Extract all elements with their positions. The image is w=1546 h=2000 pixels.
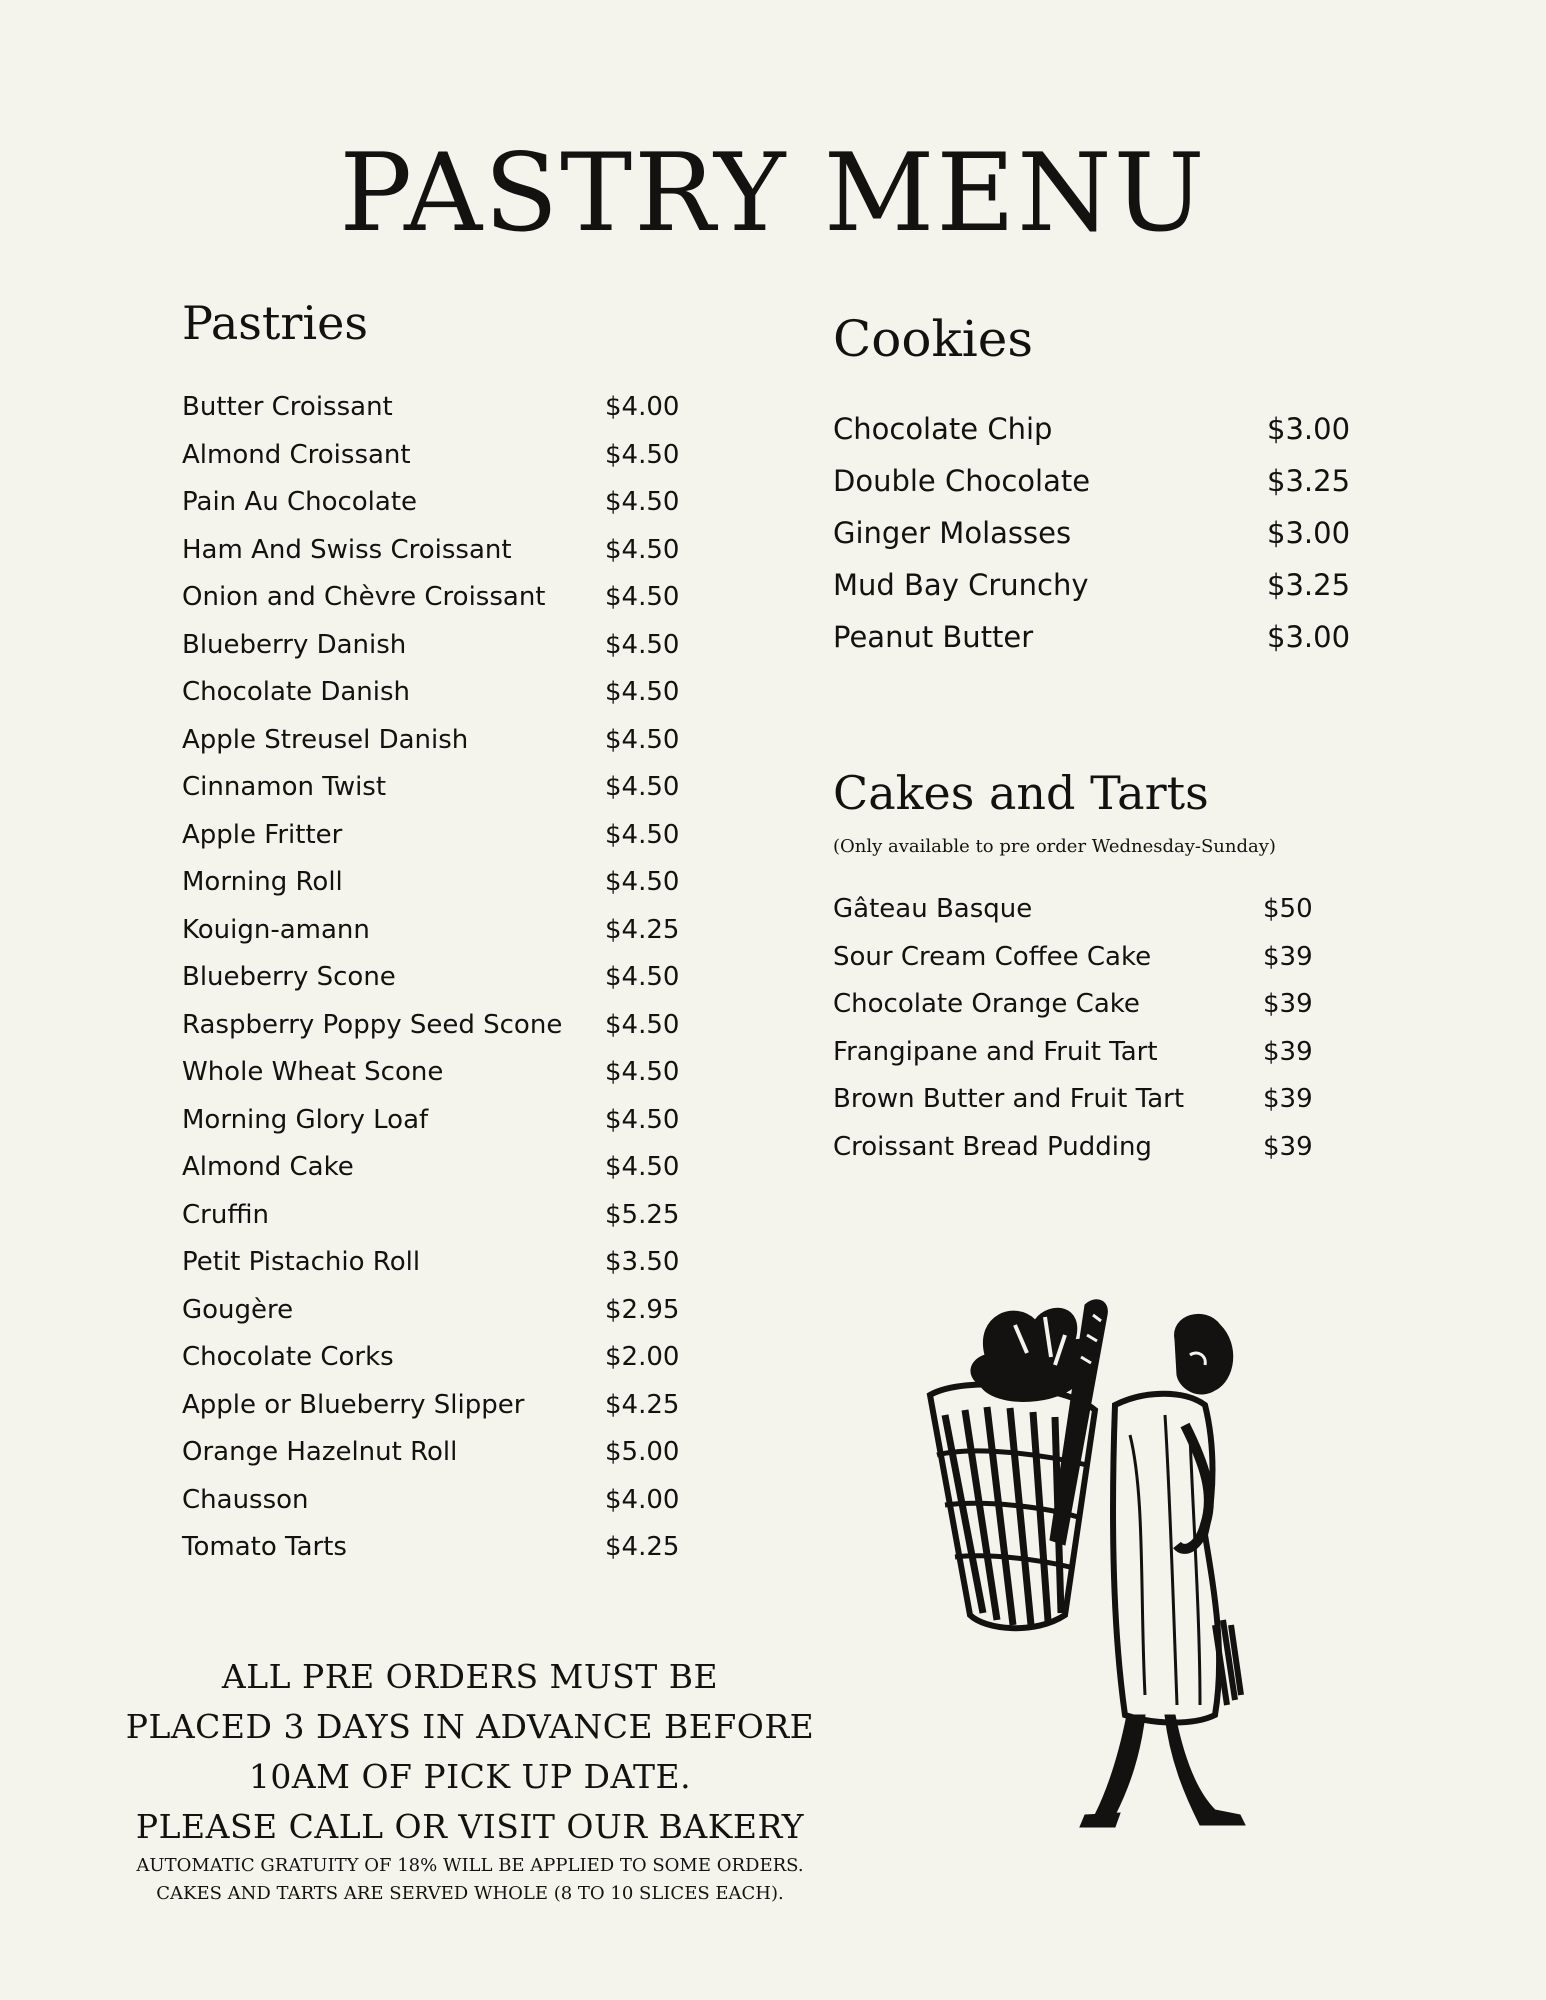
- cake-item-name: Gâteau Basque: [833, 894, 1033, 924]
- pastry-item: [182, 535, 702, 583]
- baker-carrying-basket-icon: [915, 1295, 1270, 1840]
- pastry-item-name: Almond Croissant: [182, 439, 411, 470]
- pastry-item-name: Onion and Chèvre Croissant: [182, 582, 546, 612]
- pastries-list: [182, 392, 702, 1580]
- cookie-item-name: Mud Bay Crunchy: [833, 568, 1089, 602]
- pastry-item-name: Morning Glory Loaf: [182, 1104, 429, 1135]
- pastry-item: [182, 915, 702, 963]
- pastry-item: [182, 1485, 702, 1533]
- pastry-item-price: $4.50: [605, 1009, 680, 1040]
- cookie-item-price: $3.25: [1267, 464, 1351, 498]
- cookie-item: [833, 620, 1353, 672]
- pastry-item: [182, 1152, 702, 1200]
- cake-item: [833, 1132, 1353, 1180]
- pastry-item-name: Pain Au Chocolate: [182, 487, 418, 517]
- pastry-item: [182, 487, 702, 535]
- cookie-item-name: Chocolate Chip: [833, 412, 1053, 446]
- pastry-item-price: $4.50: [605, 724, 680, 755]
- pastry-item-name: Blueberry Scone: [182, 962, 396, 992]
- cake-item: [833, 894, 1353, 942]
- pastry-item: [182, 1200, 702, 1248]
- pastry-item: [182, 867, 702, 915]
- pastry-item-name: Morning Roll: [182, 867, 343, 897]
- cake-item-price: $39: [1263, 1131, 1313, 1162]
- cookie-item: [833, 516, 1353, 568]
- pastry-item-name: Whole Wheat Scone: [182, 1057, 444, 1087]
- cookie-item: [833, 464, 1353, 516]
- cookie-item-price: $3.00: [1267, 412, 1351, 446]
- pastry-item: [182, 1437, 702, 1485]
- pastry-item-price: $4.50: [605, 1057, 680, 1087]
- pastry-item-price: $4.50: [605, 534, 680, 565]
- pastry-item: [182, 392, 702, 440]
- cake-item: [833, 1037, 1353, 1085]
- pastry-item: [182, 630, 702, 678]
- pastry-item-name: Petit Pistachio Roll: [182, 1247, 421, 1277]
- fine-print-line: AUTOMATIC GRATUITY OF 18% WILL BE APPLIED TO SOME ORDERS.: [136, 1855, 804, 1876]
- pastry-item-price: $2.00: [605, 1342, 680, 1372]
- pastry-item-price: $5.00: [605, 1437, 680, 1467]
- pastry-item: [182, 772, 702, 820]
- pastry-item-price: $4.25: [605, 1389, 680, 1420]
- pastry-item-name: Apple Fritter: [182, 819, 343, 850]
- cookie-item: [833, 568, 1353, 620]
- page-title: PASTRY MENU: [339, 131, 1207, 256]
- pastry-item-price: $4.50: [605, 819, 680, 850]
- cookie-item-name: Double Chocolate: [833, 464, 1091, 498]
- pastry-item: [182, 582, 702, 630]
- notice-line: ALL PRE ORDERS MUST BE: [221, 1657, 719, 1696]
- pastry-item-price: $4.50: [605, 772, 680, 802]
- cookie-item-price: $3.00: [1267, 516, 1351, 550]
- cake-item-name: Frangipane and Fruit Tart: [833, 1036, 1158, 1067]
- cookie-item-price: $3.00: [1267, 620, 1351, 654]
- pastry-item: [182, 440, 702, 488]
- pastry-item: [182, 820, 702, 868]
- cookie-item: [833, 412, 1353, 464]
- pastry-item: [182, 1532, 702, 1580]
- pastry-item: [182, 962, 702, 1010]
- cake-item-name: Croissant Bread Pudding: [833, 1131, 1152, 1162]
- pastry-item-name: Kouign-amann: [182, 914, 370, 945]
- pastry-item-name: Gougère: [182, 1294, 294, 1325]
- pastry-item: [182, 1295, 702, 1343]
- pastry-item-price: $4.50: [605, 582, 680, 612]
- pastry-item: [182, 1057, 702, 1105]
- pastry-item-name: Ham And Swiss Croissant: [182, 534, 512, 565]
- pastry-item-name: Chocolate Danish: [182, 677, 411, 707]
- cookie-item-name: Ginger Molasses: [833, 516, 1072, 550]
- pastry-item-price: $4.50: [605, 962, 680, 992]
- pastry-item-price: $4.50: [605, 439, 680, 470]
- cakes-list: [833, 894, 1353, 1179]
- pastries-heading: Pastries: [182, 296, 368, 350]
- cakes-heading: Cakes and Tarts: [833, 766, 1209, 820]
- cake-item: [833, 989, 1353, 1037]
- pastry-item-price: $4.00: [605, 392, 680, 422]
- pastry-item: [182, 1390, 702, 1438]
- cookies-heading: Cookies: [833, 310, 1033, 368]
- cake-item-price: $39: [1263, 989, 1313, 1019]
- pastry-item-name: Raspberry Poppy Seed Scone: [182, 1009, 563, 1040]
- pastry-item-price: $2.95: [605, 1294, 680, 1325]
- notice-line: PLEASE CALL OR VISIT OUR BAKERY: [135, 1807, 805, 1846]
- pastry-item-name: Tomato Tarts: [182, 1532, 347, 1562]
- cookie-item-price: $3.25: [1267, 568, 1351, 602]
- pastry-item-price: $4.50: [605, 677, 680, 707]
- pastry-item: [182, 677, 702, 725]
- pastry-item: [182, 725, 702, 773]
- pastry-item-price: $4.50: [605, 867, 680, 897]
- notice-line: 10AM OF PICK UP DATE.: [248, 1757, 692, 1796]
- cookies-list: [833, 412, 1353, 672]
- pastry-item-price: $4.50: [605, 487, 680, 517]
- pastry-item-price: $4.00: [605, 1484, 680, 1515]
- cake-item: [833, 1084, 1353, 1132]
- pastry-item-name: Blueberry Danish: [182, 629, 407, 660]
- pastry-item-price: $4.50: [605, 1104, 680, 1135]
- cake-item-name: Sour Cream Coffee Cake: [833, 941, 1152, 972]
- pastry-item-name: Chocolate Corks: [182, 1342, 394, 1372]
- cake-item-name: Brown Butter and Fruit Tart: [833, 1084, 1185, 1114]
- pastry-item: [182, 1010, 702, 1058]
- cake-item-price: $39: [1263, 1084, 1313, 1114]
- pastry-item-name: Almond Cake: [182, 1152, 354, 1182]
- pastry-item-name: Apple Streusel Danish: [182, 724, 469, 755]
- notice-line: PLACED 3 DAYS IN ADVANCE BEFORE: [125, 1707, 815, 1746]
- pastry-item-name: Cruffin: [182, 1199, 269, 1230]
- cookie-item-name: Peanut Butter: [833, 620, 1034, 654]
- cake-item-name: Chocolate Orange Cake: [833, 989, 1140, 1019]
- pastry-item-name: Apple or Blueberry Slipper: [182, 1389, 525, 1420]
- pastry-item-price: $4.25: [605, 914, 680, 945]
- pastry-item-price: $4.50: [605, 1152, 680, 1182]
- pastry-item-name: Orange Hazelnut Roll: [182, 1437, 458, 1467]
- preorder-notice: [100, 1652, 840, 1908]
- pastry-item: [182, 1105, 702, 1153]
- pastry-item: [182, 1342, 702, 1390]
- pastry-item-name: Butter Croissant: [182, 392, 393, 422]
- pastry-item-name: Chausson: [182, 1484, 309, 1515]
- cake-item-price: $39: [1263, 941, 1313, 972]
- pastry-item-name: Cinnamon Twist: [182, 772, 387, 802]
- pastry-item-price: $5.25: [605, 1199, 680, 1230]
- cake-item-price: $39: [1263, 1036, 1313, 1067]
- cake-item-price: $50: [1263, 894, 1313, 924]
- pastry-item: [182, 1247, 702, 1295]
- cakes-preorder-note: (Only available to pre order Wednesday-Sunday): [833, 836, 1276, 857]
- fine-print-line: CAKES AND TARTS ARE SERVED WHOLE (8 TO 10 SLICES EACH).: [156, 1883, 784, 1904]
- pastry-item-price: $3.50: [605, 1247, 680, 1277]
- pastry-item-price: $4.25: [605, 1532, 680, 1562]
- cake-item: [833, 942, 1353, 990]
- pastry-item-price: $4.50: [605, 629, 680, 660]
